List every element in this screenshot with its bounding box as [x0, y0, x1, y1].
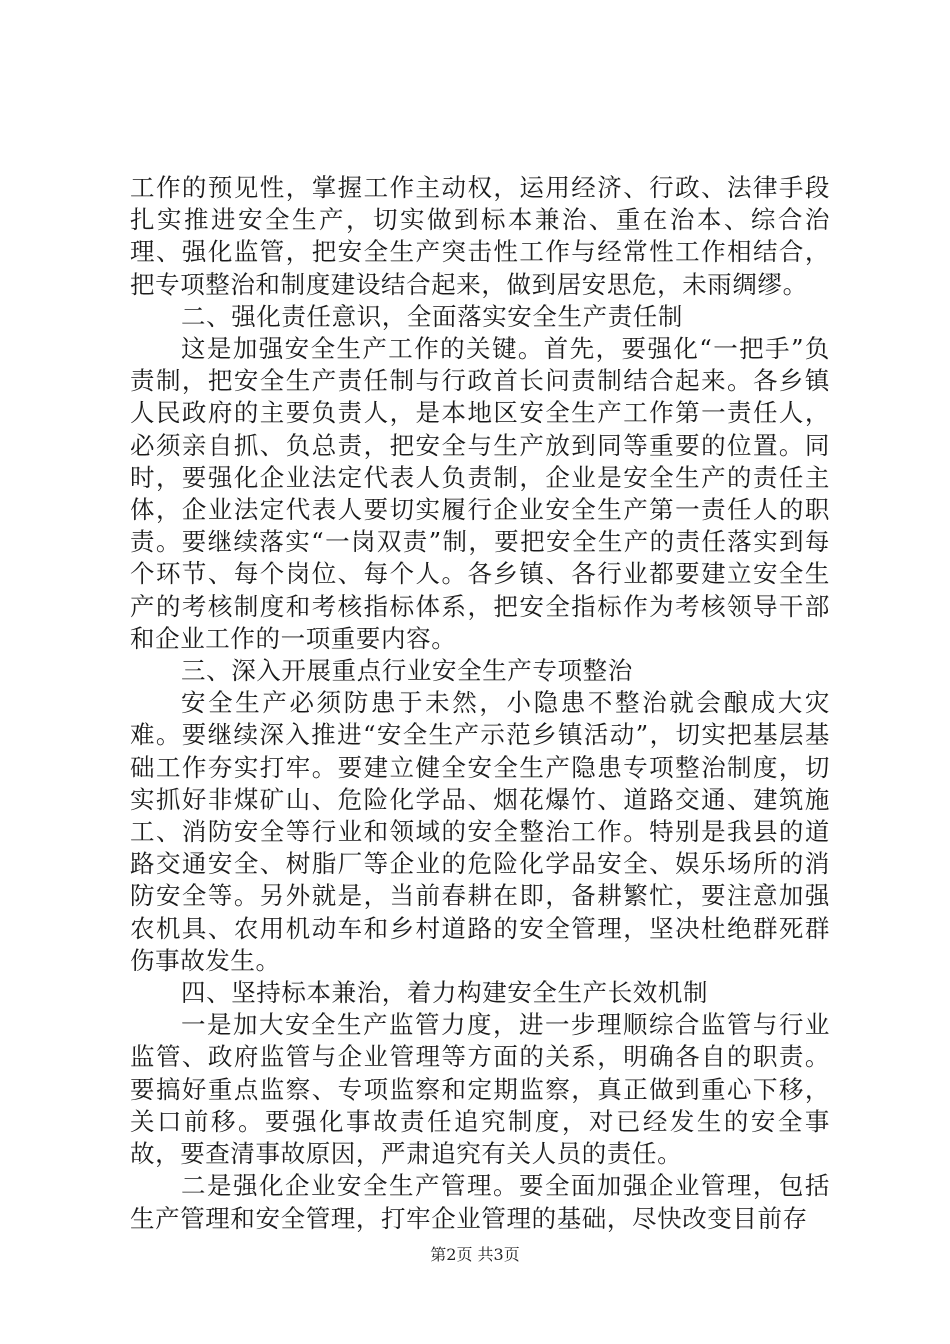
- paragraph-special-rectification: 安全生产必须防患于未然，小隐患不整治就会酿成大灾难。要继续深入推进“安全生产示范乡镇活动”，切实把基层基础工作夯实打牢。要建立健全安全生产隐患专项整治制度，切实抓好非煤矿山、危险化学品、烟花爆竹、道路交通、建筑施工、消防安全等行业和领域的安全整治工作。特别是我县的道路交通安全、树脂厂等企业的危险化学品安全、娱乐场所的消防安全等。另外就是，当前春耕在即，备耕繁忙，要注意加强农机具、农用机动车和乡村道路的安全管理，坚决杜绝群死群伤事故发生。: [130, 688, 830, 975]
- paragraph-responsibility: 这是加强安全生产工作的关键。首先，要强化“一把手”负责制，把安全生产责任制与行政首长问责制结合起来。各乡镇人民政府的主要负责人，是本地区安全生产工作第一责任人，必须亲自抓、负总责，把安全与生产放到同等重要的位置。同时，要强化企业法定代表人负责制，企业是安全生产的责任主体，企业法定代表人要切实履行企业安全生产第一责任人的职责。要继续落实“一岗双责”制，要把安全生产的责任落实到每个环节、每个岗位、每个人。各乡镇、各行业都要建立安全生产的考核制度和考核指标体系，把安全指标作为考核领导干部和企业工作的一项重要内容。: [130, 334, 830, 653]
- section-heading-2: 二、强化责任意识，全面落实安全生产责任制: [181, 301, 683, 331]
- paragraph-enterprise-management: 二是强化企业安全生产管理。要全面加强企业管理，包括生产管理和安全管理，打牢企业管理的基础，尽快改变目前存: [130, 1171, 830, 1233]
- section-heading-4: 四、坚持标本兼治，着力构建安全生产长效机制: [181, 978, 709, 1008]
- paragraph-continuation: 工作的预见性，掌握工作主动权，运用经济、行政、法律手段扎实推进安全生产，切实做到标本兼治、重在治本、综合治理、强化监管，把安全生产突击性工作与经常性工作相结合，把专项整治和制度建设结合起来，做到居安思危，未雨绸缪。: [130, 173, 830, 299]
- document-body: [130, 172, 830, 1235]
- section-heading-3: 三、深入开展重点行业安全生产专项整治: [181, 656, 633, 686]
- page-number-footer: 第2页 共3页: [430, 1245, 520, 1264]
- paragraph-supervision: 一是加大安全生产监管力度，进一步理顺综合监管与行业监管、政府监管与企业管理等方面的关系，明确各自的职责。要搞好重点监察、专项监察和定期监察，真正做到重心下移，关口前移。要强化事故责任追究制度，对已经发生的安全事故，要查清事故原因，严肃追究有关人员的责任。: [130, 1010, 830, 1169]
